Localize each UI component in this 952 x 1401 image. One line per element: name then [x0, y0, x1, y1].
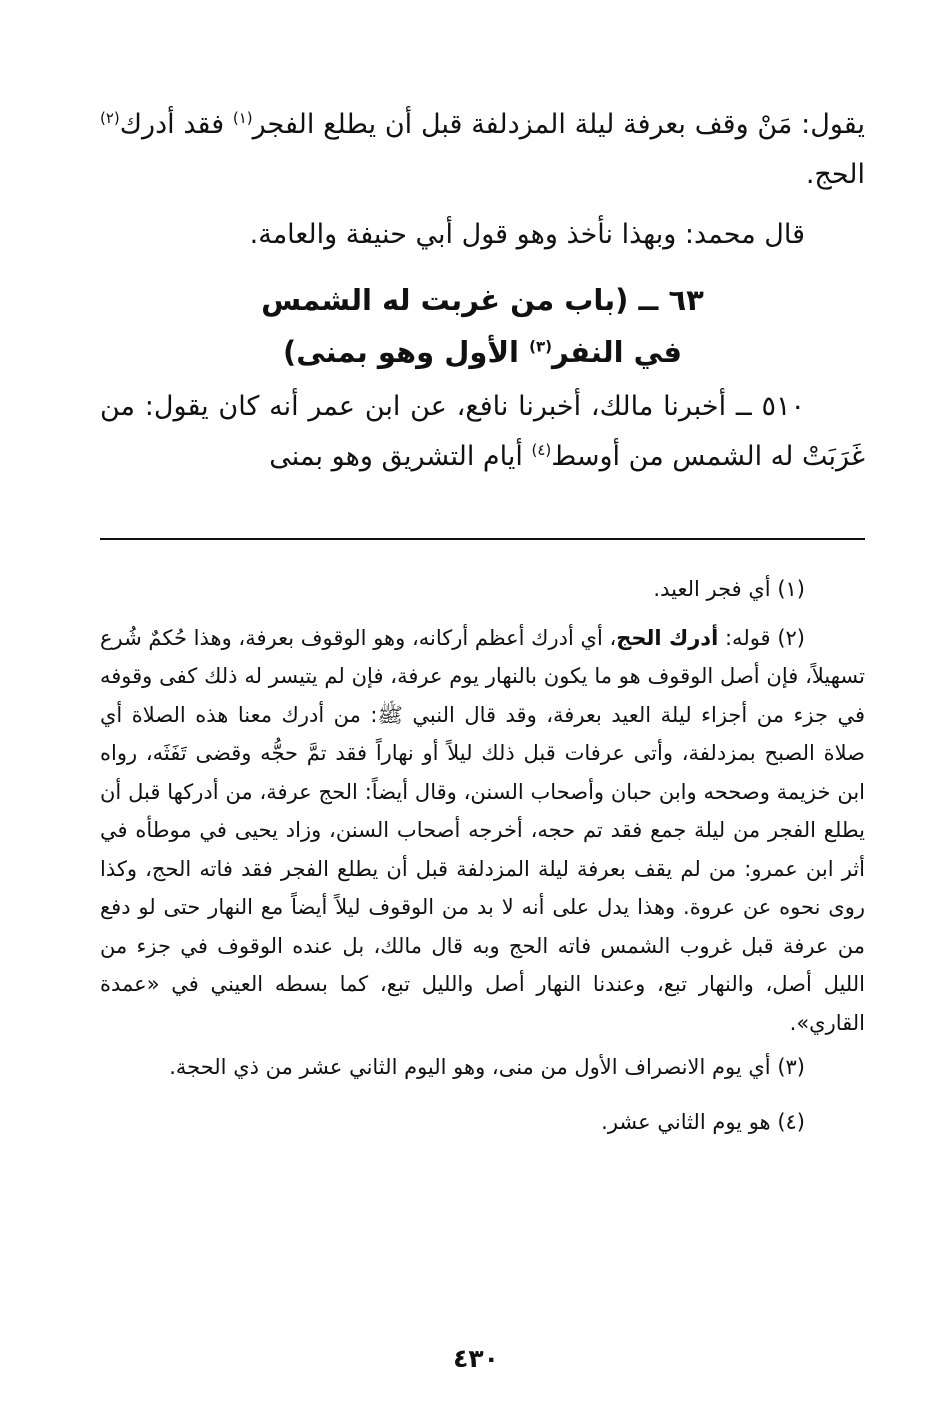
- footnote-ref-1[interactable]: (١): [232, 109, 253, 127]
- footnote-text: أي فجر العيد.: [653, 577, 778, 601]
- heading-line-1: ٦٣ ــ (باب من غربت له الشمس: [261, 283, 704, 317]
- text-run: الأول وهو بمنى): [283, 335, 530, 369]
- footnote-separator: [100, 538, 865, 540]
- text-run: الحج.: [805, 159, 865, 190]
- footnote-number: (٤): [777, 1109, 805, 1134]
- footnote-term: أدرك الحج: [616, 625, 719, 650]
- footnote-3: [100, 1048, 865, 1087]
- paragraph-continuation: [100, 100, 865, 200]
- paragraph-muhammad: قال محمد: وبهذا نأخذ وهو قول أبي حنيفة والعامة.: [249, 219, 805, 250]
- chapter-heading: [100, 274, 865, 378]
- page-number: ٤٣٠: [453, 1344, 499, 1373]
- footnote-ref-4[interactable]: (٤): [531, 441, 552, 459]
- footnote-2: [100, 619, 865, 1043]
- footnote-ref-2[interactable]: (٢): [100, 109, 120, 127]
- footnote-text: هو يوم الثاني عشر.: [601, 1109, 778, 1134]
- book-page: [100, 100, 865, 1340]
- text-run: فقد أدرك: [119, 109, 233, 140]
- heading-line-2: [100, 326, 865, 378]
- footnote-text: قوله:: [718, 625, 778, 650]
- footnote-number: (٣): [777, 1055, 805, 1079]
- footnotes: [100, 570, 865, 1141]
- text-run: يقول: مَنْ وقف بعرفة ليلة المزدلفة قبل أن يطلع الفجر: [252, 109, 865, 140]
- footnote-4: [100, 1103, 865, 1142]
- text-run: في النفر: [551, 335, 682, 369]
- footnote-text: ، أي أدرك أعظم أركانه، وهو الوقوف بعرفة، وهذا حُكمٌ شُرع تسهيلاً، فإن أصل الوقوف هو ما يكون بالنهار يوم عرفة، فإن لم يتيسر له ذلك كفى وقوفه في جزء من أجزاء ليلة العيد بعرفة، وقد قال النبي ﷺ: من أدرك معنا هذه الصلاة أي صلاة الصبح بمزدلفة، وأتى عرفات قبل ذلك ليلاً أو نهاراً فقد تمَّ حجُّه وقضى تَفَثَه، رواه ابن خزيمة وصححه وابن حبان وأصحاب السنن، وقال أيضاً: الحج عرفة، من أدركها قبل أن يطلع الفجر من ليلة جمع فقد تم حجه، أخرجه أصحاب السنن، وزاد يحيى في موطأه في أثر ابن عمرو: من لم يقف بعرفة ليلة المزدلفة قبل أن يطلع الفجر فقد فاته الحج، وكذا روى نحوه عن عروة. وهذا يدل على أنه لا بد من الوقوف ليلاً أيضاً مع النهار حتى لو دفع من عرفة قبل غروب الشمس فاته الحج وبه قال مالك، بل عنده الوقوف في جزء من الليل أصل، والنهار تبع، وعندنا النهار أصل والليل تبع، كما بسطه العيني في «عمدة القاري».: [100, 625, 865, 1035]
- footnote-ref-3[interactable]: (٣): [529, 337, 552, 356]
- hadith-paragraph: [100, 382, 865, 482]
- footnote-number: (١): [777, 577, 805, 601]
- footnote-text: أي يوم الانصراف الأول من منى، وهو اليوم الثاني عشر من ذي الحجة.: [169, 1055, 778, 1079]
- text-run: أيام التشريق وهو بمنى: [269, 441, 532, 472]
- footnote-number: (٢): [777, 625, 805, 650]
- footnote-1: [100, 570, 865, 609]
- main-text: [100, 100, 865, 482]
- text-run: ٥١٠ ــ أخبرنا مالك، أخبرنا نافع، عن ابن عمر أنه كان يقول: من غَرَبَتْ له الشمس من أوسط: [100, 391, 865, 472]
